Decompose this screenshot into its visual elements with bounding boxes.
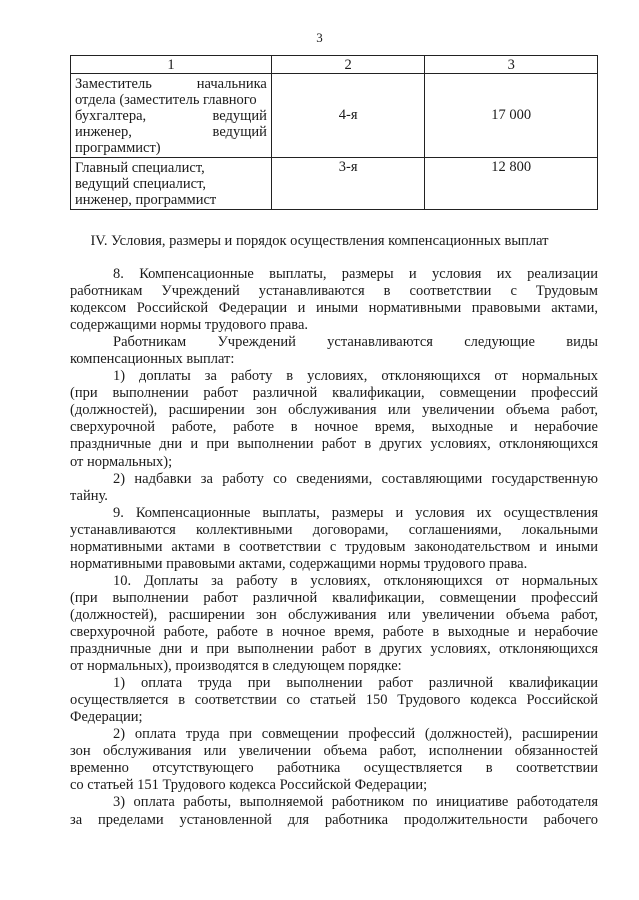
position-line: программист) [75,140,161,156]
position-cell [71,158,272,210]
position-line: Главный специалист, [75,160,205,176]
paragraph-line: (должностей), расширении зон обслуживания или увеличении объема работ, [70,606,598,623]
paragraph-line: (должностей), расширении зон обслуживания или увеличении объема работ, [70,402,598,419]
paragraph-line: праздничные дни и при выполнении работ в других условиях, отклоняющихся [70,436,598,453]
paragraph-line: осуществляется в соответствии со статьей 150 Трудового кодекса Российской [70,692,598,709]
paragraph-line: Федерации; [70,709,143,726]
paragraph-line: временно отсутствующего работника осуществляется в соответствии [70,760,598,777]
paragraph [70,573,598,675]
position-line: ведущий специалист, [75,176,206,192]
salary-cell: 17 000 [425,74,598,158]
salary-cell: 12 800 [425,158,598,210]
position-line: инженер, ведущий [75,124,267,140]
paragraph-line: со статьей 151 Трудового кодекса Российской Федерации; [70,777,428,794]
page-number: 3 [316,30,323,45]
paragraph-line: содержащими нормы трудового права. [70,317,309,334]
table-header-cell: 2 [271,56,425,74]
table-row [71,158,598,210]
paragraph-line: 2) оплата труда при совмещении профессий (должностей), расширении [113,726,598,743]
paragraph-line: (при выполнении работ различной квалификации, совмещении профессий [70,385,598,402]
paragraph-line: от нормальных); [70,453,173,470]
position-cell [71,74,272,158]
paragraph-line: Работникам Учреждений устанавливаются следующие виды [113,334,598,351]
salary-table [70,55,598,210]
table-header-row [71,56,598,74]
paragraph-line: 10. Доплаты за работу в условиях, отклоняющихся от нормальных [113,572,598,589]
paragraph-line: тайну. [70,487,108,504]
paragraph-line: 9. Компенсационные выплаты, размеры и условия их осуществления [113,504,598,521]
paragraph-line: нормативными актами в соответствии с трудовым законодательством и иными [70,538,598,555]
table-header-cell: 3 [425,56,598,74]
table-header-cell: 1 [71,56,272,74]
paragraph [70,368,598,470]
paragraph [70,334,598,368]
paragraph-line: за пределами установленной для работника продолжительности рабочего [70,811,598,828]
paragraph-line: компенсационных выплат: [70,351,235,368]
paragraph [70,505,598,573]
paragraph-line: от нормальных), производятся в следующем порядке: [70,658,402,675]
paragraph-line: сверхурочной работе, работе в ночное время, работе в выходные и нерабочие [70,623,598,640]
paragraph-line: зон обслуживания или увеличении объема работ, исполнении обязанностей [70,743,598,760]
grade-cell: 4-я [271,74,425,158]
position-line: бухгалтера, ведущий [75,108,267,124]
paragraph-line: устанавливаются коллективными договорами, соглашениями, локальными [70,521,598,538]
paragraph-line: сверхурочной работе, работе в ночное время, выходные и нерабочие [70,419,598,436]
paragraph-line: 3) оплата работы, выполняемой работником по инициативе работодателя [113,794,598,811]
paragraph-line: работникам Учреждений устанавливаются в соответствии с Трудовым [70,283,598,300]
paragraph [70,266,598,334]
paragraph [70,675,598,726]
document-body [70,266,598,829]
grade-cell: 3-я [271,158,425,210]
position-line: отдела (заместитель главного [75,92,257,108]
paragraph-line: кодексом Российской Федерации и иными нормативными правовыми актами, [70,300,598,317]
paragraph [70,471,598,505]
paragraph-line: 1) оплата труда при выполнении работ различной квалификации [113,675,598,692]
paragraph-line: 8. Компенсационные выплаты, размеры и условия их реализации [113,266,598,282]
table-row [71,74,598,158]
paragraph [70,726,598,794]
paragraph [70,794,598,828]
paragraph-line: (при выполнении работ различной квалификации, совмещении профессий [70,589,598,606]
paragraph-line: 2) надбавки за работу со сведениями, составляющими государственную [113,470,598,487]
position-line: инженер, программист [75,192,217,208]
paragraph-line: праздничные дни и при выполнении работ в других условиях, отклоняющихся [70,641,598,658]
section-title: IV. Условия, размеры и порядок осуществления компенсационных выплат [90,233,549,249]
position-line: Заместитель начальника [75,76,267,92]
paragraph-line: 1) доплаты за работу в условиях, отклоняющихся от нормальных [113,368,598,385]
paragraph-line: нормативными правовыми актами, содержащими нормы трудового права. [70,555,528,572]
